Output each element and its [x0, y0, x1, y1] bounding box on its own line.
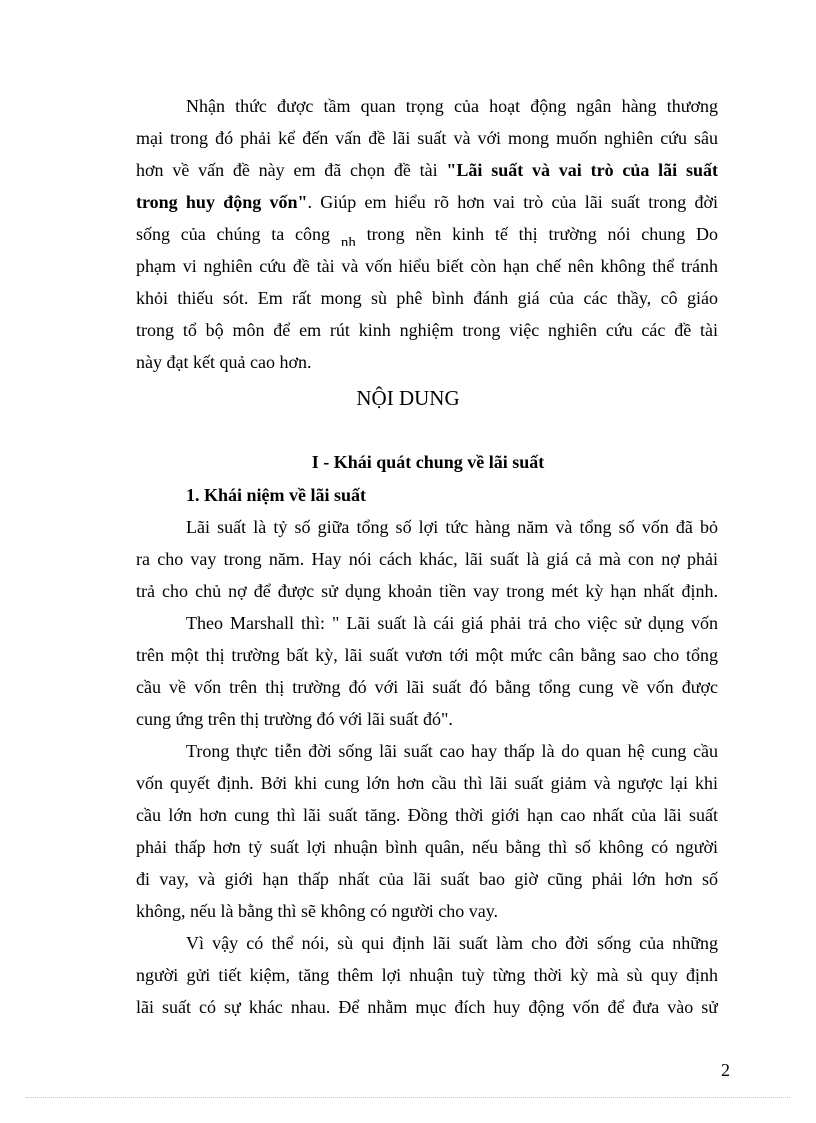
para3-line-4: phải thấp hơn tỷ suất lợi nhuận bình quân, nếu bằng thì số không có người [136, 837, 718, 857]
intro-line-1: Nhận thức được tầm quan trọng của hoạt động ngân hàng thương [186, 96, 718, 116]
para2-line-2: trên một thị trường bất kỳ, lãi suất vươn tới một mức cân bằng sao cho tổng [136, 645, 718, 665]
topic-title-part-1: "Lãi suất và vai trò của lãi suất [446, 160, 718, 180]
para1-line-2: ra cho vay trong năm. Hay nói cách khác, lãi suất là giá cả mà con nợ phải [136, 549, 718, 569]
subsection-heading: 1. Khái niệm về lãi suất [186, 485, 367, 505]
intro-line-8: trong tổ bộ môn để em rút kinh nghiệm trong việc nghiên cứu các đề tài [136, 320, 718, 340]
para3-line-5: đi vay, và giới hạn thấp nhất của lãi suất bao giờ cũng phải lớn hơn số [136, 869, 718, 889]
main-heading: NỘI DUNG [356, 386, 460, 410]
intro-line-2: mại trong đó phải kể đến vấn đề lãi suất và với mong muốn nghiên cứu sâu [136, 128, 718, 148]
page-bottom-divider [26, 1097, 790, 1098]
para3-line-2: vốn quyết định. Bởi khi cung lớn hơn cầu thì lãi suất giảm và ngược lại khi [136, 773, 718, 793]
para1-line-3: trả cho chủ nợ để được sử dụng khoản tiền vay trong mét kỳ hạn nhất định. [136, 581, 718, 601]
topic-title-part-2: trong huy động vốn" [136, 192, 308, 212]
para2-line-3: cầu về vốn trên thị trường đó với lãi suất đó bằng tổng cung về vốn được [136, 677, 718, 697]
para3-line-3: cầu lớn hơn cung thì lãi suất tăng. Đồng thời giới hạn cao nhất của lãi suất [136, 805, 718, 825]
section-heading: I - Khái quát chung về lãi suất [311, 452, 545, 472]
intro-line-3-text: hơn về vấn đề này em đã chọn đề tài [136, 160, 447, 180]
para4-line-2: người gửi tiết kiệm, tăng thêm lợi nhuận tuỳ từng thời kỳ mà sù quy định [136, 965, 718, 985]
para2-line-4: cung ứng trên thị trường đó với lãi suất đó". [136, 709, 453, 729]
para1-line-1: Lãi suất là tỷ số giữa tổng số lợi tức hàng năm và tổng số vốn đã bỏ [186, 517, 718, 537]
intro-line-5-text-a: sống của chúng ta công [136, 224, 331, 244]
para4-line-1: Vì vậy có thể nói, sù qui định lãi suất làm cho đời sống của những [186, 933, 718, 953]
intro-line-5 [136, 222, 718, 246]
page-number: 2 [721, 1060, 730, 1080]
intro-line-7: khỏi thiếu sót. Em rất mong sù phê bình đánh giá của các thầy, cô giáo [136, 288, 718, 308]
intro-line-4 [136, 190, 718, 214]
intro-line-4-text: . Giúp em hiểu rõ hơn vai trò của lãi suất trong đời [307, 192, 718, 212]
intro-line-6: phạm vi nghiên cứu đề tài và vốn hiểu biết còn hạn chế nên không thể tránh [136, 256, 718, 276]
para3-line-6: không, nếu là bằng thì sẽ không có người cho vay. [136, 901, 499, 921]
intro-line-3 [136, 158, 718, 182]
intro-line-5-text-b: trong nền kinh tế thị trường nói chung Do [366, 224, 718, 244]
para3-line-1: Trong thực tiễn đời sống lãi suất cao hay thấp là do quan hệ cung cầu [186, 741, 718, 761]
para2-line-1: Theo Marshall thì: " Lãi suất là cái giá phải trả cho việc sử dụng vốn [186, 613, 718, 633]
intro-line-5-subscript: nh [340, 235, 356, 246]
para4-line-3: lãi suất có sự khác nhau. Để nhằm mục đích huy động vốn để đưa vào sử [136, 997, 718, 1017]
intro-line-9: này đạt kết quả cao hơn. [136, 352, 312, 372]
